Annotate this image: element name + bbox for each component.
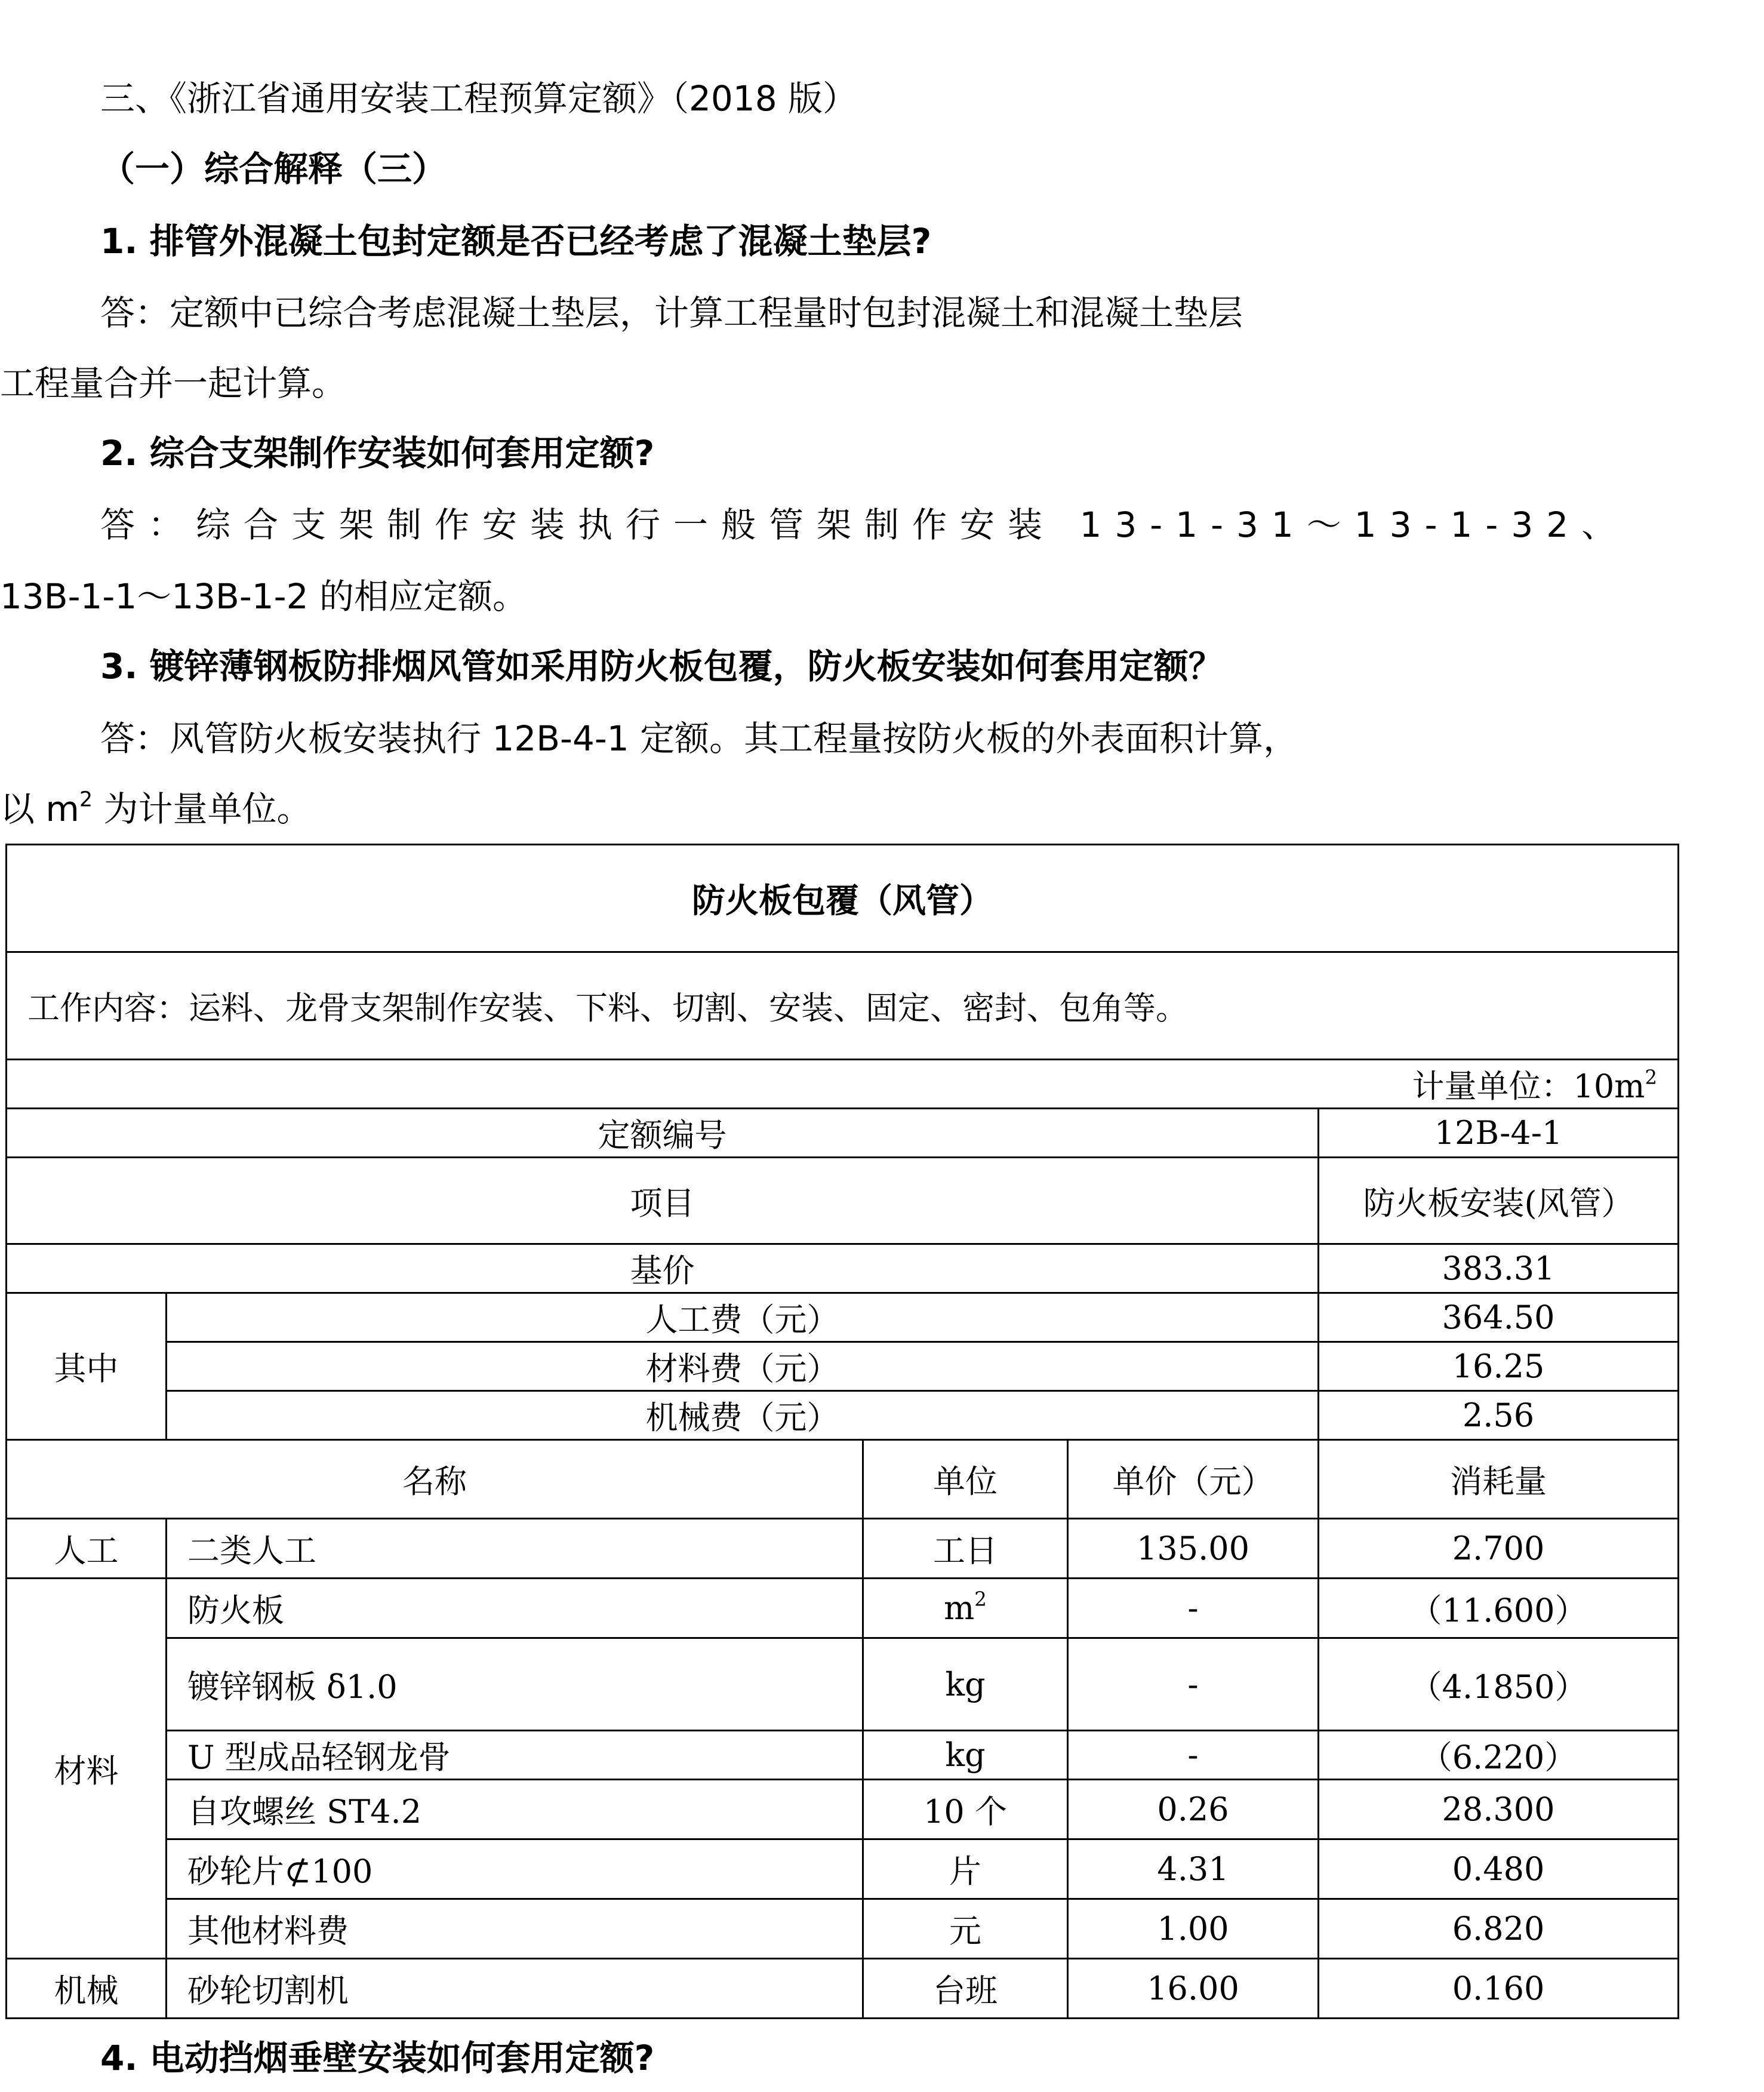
row-name: 其他材料费 [167,1899,863,1959]
table-row [7,1899,1679,1959]
row-qty: （4.1850） [1319,1638,1679,1731]
answer-1-line-2: 工程量合并一起计算。 [0,363,347,404]
answer-2-line-2: 13B-1-1～13B-1-2 的相应定额。 [0,576,527,617]
labor-fee-label: 人工费（元） [167,1293,1319,1342]
machine-fee-label: 机械费（元） [167,1391,1319,1440]
material-fee-label: 材料费（元） [167,1342,1319,1391]
row-price: - [1068,1579,1319,1638]
item-value: 防火板安装(风管） [1319,1158,1679,1244]
row-qty: 0.480 [1319,1839,1679,1899]
quota-table [5,844,1679,2019]
row-price: 0.26 [1068,1780,1319,1839]
row-name: 砂轮片⊄100 [167,1839,863,1899]
answer-3-line-2: 以 $m^2$ 为计量单位。 [0,787,312,829]
table-row [7,1780,1679,1839]
column-header-unit: 单位 [863,1440,1068,1519]
row-name: 二类人工 [167,1519,863,1579]
table-title: 防火板包覆（风管） [7,845,1679,952]
of-which-label: 其中 [7,1293,167,1440]
subsection-heading: （一）综合解释（三） [100,149,447,189]
row-name: 砂轮切割机 [167,1959,863,2019]
row-name: 自攻螺丝 ST4.2 [167,1780,863,1839]
row-price: - [1068,1731,1319,1780]
row-qty: 2.700 [1319,1519,1679,1579]
base-price-value: 383.31 [1319,1244,1679,1293]
row-qty: （6.220） [1319,1731,1679,1780]
section-heading: 三、《浙江省通用安装工程预算定额》（2018 版） [100,78,858,119]
base-price-label: 基价 [7,1244,1319,1293]
row-unit: kg [863,1638,1068,1731]
labor-fee-value: 364.50 [1319,1293,1679,1342]
work-content: 工作内容：运料、龙骨支架制作安装、下料、切割、安装、固定、密封、包角等。 [7,952,1679,1060]
row-qty: 28.300 [1319,1780,1679,1839]
row-unit: 10 个 [863,1780,1068,1839]
row-unit: 工日 [863,1519,1068,1579]
measurement-unit: 计量单位：$10m^2$ [7,1060,1679,1109]
row-unit: 台班 [863,1959,1068,2019]
quota-code-value: 12B-4-1 [1319,1109,1679,1158]
row-name: 镀锌钢板 δ1.0 [167,1638,863,1731]
question-1: 1. 排管外混凝土包封定额是否已经考虑了混凝土垫层? [100,221,932,262]
row-unit: 片 [863,1839,1068,1899]
row-price: - [1068,1638,1319,1731]
material-group-label: 材料 [7,1579,167,1959]
question-2: 2. 综合支架制作安装如何套用定额? [100,433,655,473]
answer-2-line-1: 答：综合支架制作安装执行一般管架制作安装 13-1-31～13-1-32、 [100,504,1630,545]
row-price: 4.31 [1068,1839,1319,1899]
row-name: 防火板 [167,1579,863,1638]
table-row [7,1579,1679,1638]
row-qty: 6.820 [1319,1899,1679,1959]
machine-fee-value: 2.56 [1319,1391,1679,1440]
table-row [7,1638,1679,1731]
row-unit: kg [863,1731,1068,1780]
row-price: 135.00 [1068,1519,1319,1579]
table-row [7,1519,1679,1579]
answer-3-line-1: 答：风管防火板安装执行 12B-4-1 定额。其工程量按防火板的外表面积计算， [100,718,1298,759]
question-3: 3. 镀锌薄钢板防排烟风管如采用防火板包覆，防火板安装如何套用定额？ [100,646,1223,687]
row-qty: 0.160 [1319,1959,1679,2019]
table-row [7,1839,1679,1899]
column-header-qty: 消耗量 [1319,1440,1679,1519]
quota-code-label: 定额编号 [7,1109,1319,1158]
machine-group-label: 机械 [7,1959,167,2019]
row-unit: $m^2$ [863,1579,1068,1638]
row-unit: 元 [863,1899,1068,1959]
row-name: U 型成品轻钢龙骨 [167,1731,863,1780]
item-label: 项目 [7,1158,1319,1244]
row-price: 16.00 [1068,1959,1319,2019]
material-fee-value: 16.25 [1319,1342,1679,1391]
row-price: 1.00 [1068,1899,1319,1959]
column-header-name: 名称 [7,1440,863,1519]
table-row [7,1731,1679,1780]
column-header-price: 单价（元） [1068,1440,1319,1519]
question-4: 4. 电动挡烟垂壁安装如何套用定额? [100,2038,655,2078]
labor-group-label: 人工 [7,1519,167,1579]
answer-1-line-1: 答：定额中已综合考虑混凝土垫层，计算工程量时包封混凝土和混凝土垫层 [100,293,1243,333]
row-qty: （11.600） [1319,1579,1679,1638]
table-row [7,1959,1679,2019]
